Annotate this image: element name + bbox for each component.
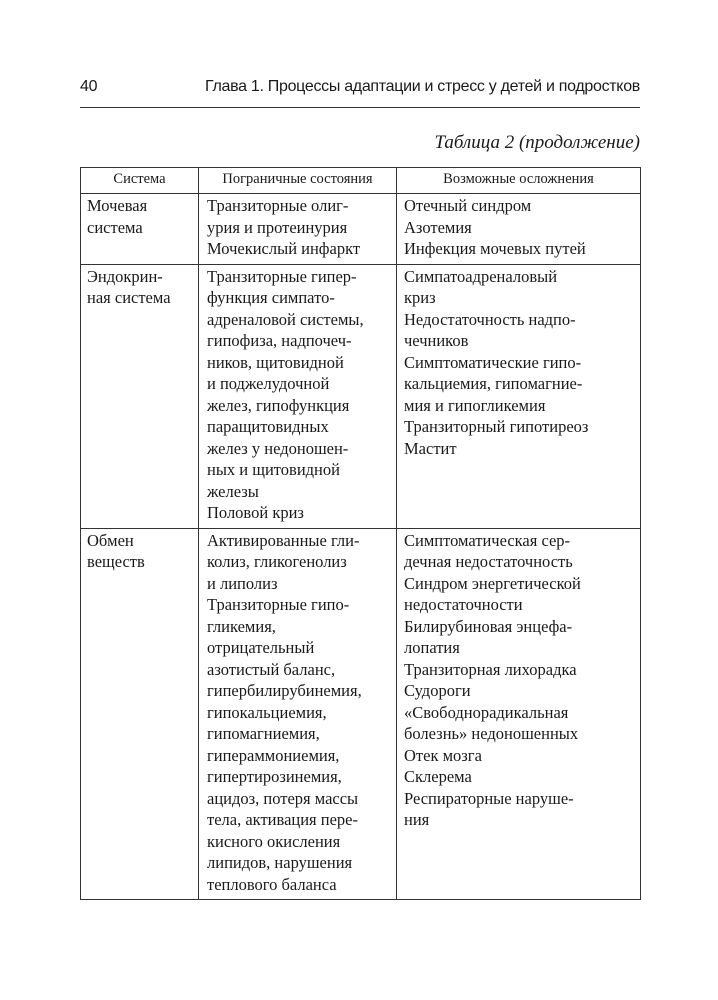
cell-line: адреналовой системы, [207, 309, 364, 329]
column-header-borderline: Пограничные состояния [199, 168, 397, 194]
cell-line: гипертирозинемия, [207, 767, 342, 786]
cell-line: Симпатоадреналовый [404, 266, 558, 286]
cell-line: азотистый баланс, [207, 659, 336, 679]
borderline-cell [199, 528, 397, 900]
cell-line: Симптоматические гипо- [404, 352, 582, 372]
cell-line: теплового баланса [207, 874, 337, 894]
cell-line: Транзиторный гипотиреоз [404, 417, 589, 436]
cell-line: Недостаточность надпо- [404, 309, 576, 329]
table-caption: Таблица 2 (продолжение) [434, 132, 640, 153]
cell-line: Судороги [404, 681, 471, 700]
cell-line: ная система [87, 288, 171, 307]
complications-cell [397, 264, 641, 528]
cell-line: Склерема [404, 767, 472, 786]
cell-line: Активированные гли- [207, 530, 360, 550]
cell-line: Симптоматическая сер- [404, 530, 571, 550]
cell-line: ных и щитовидной [207, 460, 340, 479]
cell-line: липидов, нарушения [207, 853, 353, 872]
running-header [80, 78, 640, 104]
cell-line: желез, гипофункция [207, 395, 350, 415]
cell-line: Респираторные наруше- [404, 788, 574, 808]
complications-cell [397, 528, 641, 900]
cell-line: Инфекция мочевых путей [404, 239, 586, 258]
table-header-row [81, 168, 641, 194]
complications-cell [397, 194, 641, 265]
cell-line: желез у недоношен- [207, 438, 349, 458]
cell-line: Мочекислый инфаркт [207, 239, 361, 258]
cell-line: недостаточности [404, 595, 523, 614]
cell-line: гипербилирубинемия, [207, 681, 362, 700]
cell-line: Мочевая [87, 196, 148, 215]
cell-line: веществ [87, 552, 145, 571]
cell-line: Билирубиновая энцефа- [404, 616, 573, 636]
cell-line: Синдром энергетической [404, 573, 581, 593]
column-header-complications: Возможные осложнения [397, 168, 641, 194]
cell-line: гипераммониемия, [207, 745, 340, 765]
cell-line: тела, активация пере- [207, 810, 358, 829]
cell-line: функция симпато- [207, 288, 335, 307]
cell-line: Отечный синдром [404, 196, 532, 215]
system-cell [81, 264, 199, 528]
header-rule [80, 107, 640, 108]
cell-line: железы [207, 481, 259, 501]
cell-line: паращитовидных [207, 417, 329, 436]
table-row [81, 194, 641, 265]
cell-line: Эндокрин- [87, 266, 163, 286]
cell-line: и липолиз [207, 573, 278, 593]
cell-line: дечная недостаточность [404, 552, 573, 571]
table-row [81, 528, 641, 900]
cell-line: мия и гипогликемия [404, 395, 546, 415]
cell-line: и поджелудочной [207, 374, 330, 393]
column-header-system: Система [81, 168, 199, 194]
table-row [81, 264, 641, 528]
cell-line: Обмен [87, 530, 134, 550]
borderline-cell [199, 194, 397, 265]
cell-line: Транзиторные гипер- [207, 266, 357, 286]
adaptation-table [80, 167, 641, 900]
cell-line: Транзиторная лихорадка [404, 659, 577, 679]
cell-line: ния [404, 810, 430, 829]
cell-line: Мастит [404, 438, 457, 458]
cell-line: отрицательный [207, 638, 315, 657]
cell-line: урия и протеинурия [207, 217, 348, 237]
cell-line: Транзиторные олиг- [207, 196, 349, 215]
cell-line: гипокальциемия, [207, 702, 327, 722]
cell-line: Азотемия [404, 217, 472, 237]
cell-line: «Свободнорадикальная [404, 702, 569, 722]
cell-line: гипофиза, надпочеч- [207, 331, 352, 350]
cell-line: чечников [404, 331, 469, 350]
cell-line: ников, щитовидной [207, 352, 344, 372]
cell-line: лопатия [404, 638, 460, 657]
borderline-cell [199, 264, 397, 528]
cell-line: криз [404, 288, 436, 307]
system-cell [81, 194, 199, 265]
cell-line: гипомагниемия, [207, 724, 320, 743]
cell-line: ацидоз, потеря массы [207, 788, 359, 808]
cell-line: Отек мозга [404, 745, 482, 765]
cell-line: гликемия, [207, 616, 276, 636]
cell-line: колиз, гликогенолиз [207, 552, 347, 571]
cell-line: кальциемия, гипомагние- [404, 374, 583, 393]
page-number: 40 [80, 78, 98, 95]
system-cell [81, 528, 199, 900]
cell-line: система [87, 217, 143, 237]
cell-line: болезнь» недоношенных [404, 724, 579, 743]
chapter-title: Глава 1. Процессы адаптации и стресс у детей и подростков [205, 78, 640, 95]
cell-line: Транзиторные гипо- [207, 595, 350, 614]
cell-line: Половой криз [207, 503, 304, 522]
cell-line: кисного окисления [207, 831, 341, 851]
